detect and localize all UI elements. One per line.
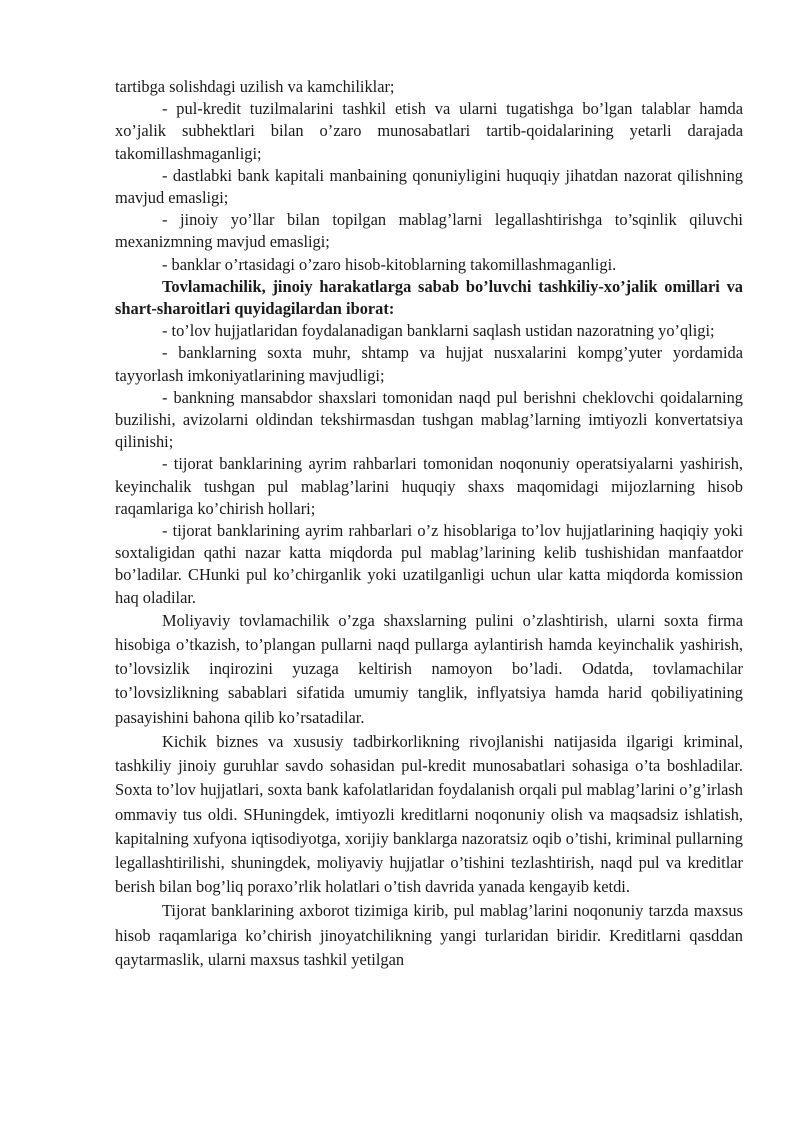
list-item: - tijorat banklarining ayrim rahbarlari o’z hisoblariga to’lov hujjatlarining haqiqiy yoki soxtaligidan qathi nazar katta miqdorda pul mablag’larining kelib tushishidan manfaatdor bo’ladilar. CHunki pul ko’chirganlik yoki uzatilganligi uchun ular katta miqdorda komission haq oladilar. (115, 521, 743, 607)
list-item: - pul-kredit tuzilmalarini tashkil etish va ularni tugatishga bo’lgan talablar hamda xo’jalik subhektlari bilan o’zaro munosabatlari tartib-qoidalarining yetarli darajada takomillashmaganligi; (115, 99, 743, 163)
list-item: - dastlabki bank kapitali manbaining qonuniyligini huquqiy jihatdan nazorat qilishning mavjud emasligi; (115, 165, 743, 208)
list-item: - banklar o’rtasidagi o’zaro hisob-kitoblarning takomillashmaganligi. (162, 254, 617, 274)
list-item: - jinoiy yo’llar bilan topilgan mablag’larni legallashtirishga to’sqinlik qiluvchi mexanizmning mavjud emasligi; (115, 210, 743, 252)
body-paragraph: Moliyaviy tovlamachilik o’zga shaxslarning pulini o’zlashtirish, ularni soxta firma hisobiga o’tkazish, to’plangan pullarni naqd pullarga aylantirish hamda keyinchalik yashirish, to’lovsizlik inqirozini yuzaga keltirish namoyon bo’ladi. Odatda, tovlamachilar to’lovsizlikning sabablari sifatida umumiy tanglik, inflyatsiya hamda harid qobiliyatining pasayishini bahona qilib ko’rsatadilar. (115, 610, 743, 727)
document-page (115, 76, 743, 972)
section-heading: Tovlamachilik, jinoiy harakatlarga sabab bo’luvchi tashkiliy-xo’jalik omillari va shart-sharoitlari quyidagilardan iborat: (115, 276, 743, 319)
list-item: - tijorat banklarining ayrim rahbarlari tomonidan noqonuniy operatsiyalarni yashirish, keyinchalik tushgan pul mablag’larini huquqiy shaxs maqomidagi mijozlarning hisob raqamlariga ko’chirish hollari; (115, 454, 743, 518)
body-paragraph: Tijorat banklarining axborot tizimiga kirib, pul mablag’larini noqonuniy tarzda maxsus hisob raqamlariga ko’chirish jinoyatchilikning yangi turlaridan biridir. Kreditlarni qasddan qaytarmaslik, ularni maxsus tashkil yetilgan (115, 901, 743, 969)
list-item: - bankning mansabdor shaxslari tomonidan naqd pul berishni cheklovchi qoidalarning buzilishi, avizolarni oldindan tekshirmasdan tushgan mablag’larning imtiyozli konvertatsiya qilinishi; (115, 387, 743, 452)
body-paragraph: Kichik biznes va xususiy tadbirkorlikning rivojlanishi natijasida ilgarigi kriminal, tashkiliy jinoiy guruhlar savdo sohasidan pul-kredit munosabatlari sohasiga o’ta boshladilar. Soxta to’lov hujjatlari, soxta bank kafolatlaridan foydalanish orqali pul mablag’larini o’g’irlash ommaviy tus oldi. SHuningdek, imtiyozli kreditlarni noqonuniy olish va maqsadsiz ishlatish, kapitalning xufyona iqtisodiyotga, xorijiy banklarga nazoratsiz oqib o’tishi, kriminal pullarning legallashtirilishi, shuningdek, moliyaviy hujjatlar o’tishini tezlashtirish, naqd pul va kreditlar berish bilan bog’liq poraxo’rlik holatlari o’tish davrida yanada kengayib ketdi. (115, 731, 743, 897)
list-item: - banklarning soxta muhr, shtamp va hujjat nusxalarini kompg’yuter yordamida tayyorlash imkoniyatlarining mavjudligi; (115, 343, 743, 385)
paragraph-continuation: tartibga solishdagi uzilish va kamchiliklar; (115, 77, 395, 96)
list-item: - to’lov hujjatlaridan foydalanadigan banklarni saqlash ustidan nazoratning yo’qligi; (162, 321, 715, 341)
